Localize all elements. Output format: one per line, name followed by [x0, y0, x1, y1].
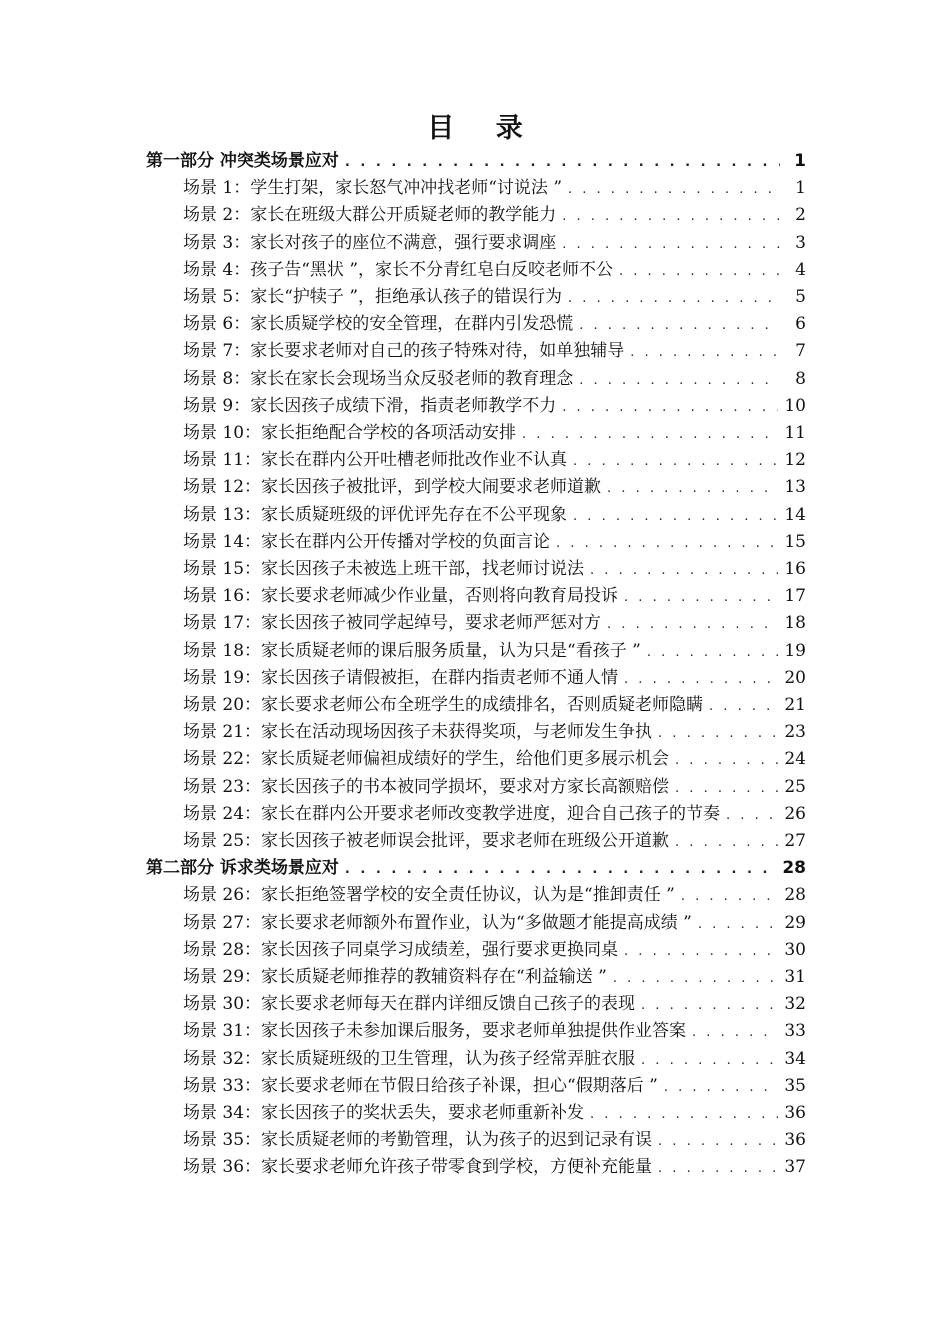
page-number: 10 [784, 395, 806, 416]
page-number: 19 [784, 640, 806, 661]
toc-scene-entry[interactable] [183, 445, 806, 472]
leader-dots [579, 318, 780, 333]
page-number: 30 [784, 939, 806, 960]
scene-title: 场景 21：家长在活动现场因孩子未获得奖项，与老师发生争执 [183, 722, 653, 743]
page-number: 8 [795, 368, 806, 389]
leader-dots [630, 345, 780, 360]
page-number: 27 [784, 831, 806, 851]
page-number: 25 [784, 776, 806, 797]
toc-scene-entry[interactable] [183, 1152, 806, 1179]
toc-scene-entry[interactable] [183, 935, 806, 962]
leader-dots [726, 808, 778, 823]
page-number: 32 [784, 994, 806, 1015]
page-number: 20 [784, 667, 806, 688]
page-number: 28 [784, 885, 806, 906]
toc-scene-entry[interactable] [183, 1016, 806, 1043]
toc-scene-entry[interactable] [183, 880, 806, 907]
page-number: 13 [784, 477, 806, 498]
part-title: 第二部分 诉求类场景应对 [146, 858, 339, 879]
toc-scene-entry[interactable] [183, 200, 806, 227]
leader-dots [556, 536, 778, 551]
toc-scene-entry[interactable] [183, 472, 806, 499]
leader-dots [698, 917, 779, 932]
leader-dots [692, 1025, 778, 1040]
leader-dots [607, 481, 778, 496]
leader-dots [709, 699, 778, 714]
scene-title: 场景 4：孩子告“黑状 ”，家长不分青红皂白反咬老师不公 [183, 259, 614, 280]
toc-scene-entry[interactable] [183, 255, 806, 282]
page-number: 23 [784, 722, 806, 743]
scene-title: 场景 13：家长质疑班级的评优评先存在不公平现象 [183, 504, 568, 525]
toc-scene-entry[interactable] [183, 309, 806, 336]
toc-scene-entry[interactable] [183, 799, 806, 826]
page-number: 36 [784, 1130, 806, 1151]
toc-scene-entry[interactable] [183, 908, 806, 935]
page-number: 11 [784, 423, 806, 443]
scene-title: 场景 12：家长因孩子被批评，到学校大闹要求老师道歉 [183, 477, 602, 498]
toc-part-entry[interactable] [146, 146, 806, 173]
leader-dots [624, 590, 778, 605]
scene-title: 场景 17：家长因孩子被同学起绰号，要求老师严惩对方 [183, 613, 602, 634]
page-number: 16 [784, 559, 806, 579]
page-number: 1 [795, 178, 806, 199]
page-number: 1 [794, 151, 806, 171]
page-number: 31 [784, 967, 806, 987]
scene-title: 场景 10：家长拒绝配合学校的各项活动安排 [183, 423, 517, 443]
leader-dots [647, 645, 779, 660]
toc-scene-entry[interactable] [183, 608, 806, 635]
page-number: 6 [795, 314, 806, 335]
toc-scene-entry[interactable] [183, 690, 806, 717]
toc-scene-entry[interactable] [183, 336, 806, 363]
scene-title: 场景 19：家长因孩子请假被拒，在群内指责老师不通人情 [183, 667, 619, 688]
page-number: 37 [784, 1157, 806, 1178]
toc-scene-entry[interactable] [183, 663, 806, 690]
leader-dots [573, 454, 778, 469]
toc-scene-entry[interactable] [183, 282, 806, 309]
toc-scene-entry[interactable] [183, 173, 806, 200]
toc-part-entry[interactable] [146, 853, 806, 880]
scene-title: 场景 31：家长因孩子未参加课后服务，要求老师单独提供作业答案 [183, 1021, 687, 1042]
toc-scene-entry[interactable] [183, 744, 806, 771]
page-number: 35 [784, 1075, 806, 1096]
page-number: 4 [795, 259, 806, 280]
page-number: 14 [784, 504, 806, 525]
scene-title: 场景 1：学生打架，家长怒气冲冲找老师“讨说法 ” [183, 178, 563, 199]
toc-scene-entry[interactable] [183, 1071, 806, 1098]
page-number: 3 [795, 232, 806, 253]
toc-scene-entry[interactable] [183, 1044, 806, 1071]
leader-dots [562, 237, 780, 252]
toc-scene-entry[interactable] [183, 1125, 806, 1152]
leader-dots [562, 209, 780, 224]
scene-title: 场景 18：家长质疑老师的课后服务质量，认为只是“看孩子 ” [183, 640, 641, 661]
scene-title: 场景 34：家长因孩子的奖状丢失，要求老师重新补发 [183, 1103, 585, 1123]
scene-title: 场景 25：家长因孩子被老师误会批评，要求老师在班级公开道歉 [183, 831, 670, 851]
leader-dots [675, 835, 778, 850]
toc-scene-entry[interactable] [183, 527, 806, 554]
leader-dots [619, 264, 780, 279]
leader-dots [522, 427, 778, 442]
leader-dots [675, 753, 778, 768]
scene-title: 场景 7：家长要求老师对自己的孩子特殊对待，如单独辅导 [183, 341, 625, 362]
leader-dots [573, 509, 778, 524]
scene-title: 场景 2：家长在班级大群公开质疑老师的教学能力 [183, 205, 557, 226]
page-number: 33 [784, 1021, 806, 1042]
scene-title: 场景 20：家长要求老师公布全班学生的成绩排名，否则质疑老师隐瞒 [183, 695, 704, 715]
leader-dots [590, 1107, 778, 1122]
leader-dots [641, 1053, 778, 1068]
toc-scene-entry[interactable] [183, 1098, 806, 1125]
toc-scene-entry[interactable] [183, 636, 806, 663]
leader-dots [345, 155, 780, 170]
leader-dots [624, 944, 778, 959]
leader-dots [658, 1134, 778, 1149]
scene-title: 场景 8：家长在家长会现场当众反驳老师的教育理念 [183, 368, 574, 389]
toc-scene-entry[interactable] [183, 391, 806, 418]
toc-scene-entry[interactable] [183, 989, 806, 1016]
toc-scene-entry[interactable] [183, 500, 806, 527]
leader-dots [562, 400, 778, 415]
scene-title: 场景 11：家长在群内公开吐槽老师批改作业不认真 [183, 450, 568, 471]
page-number: 18 [784, 613, 806, 634]
leader-dots [590, 563, 778, 578]
scene-title: 场景 36：家长要求老师允许孩子带零食到学校，方便补充能量 [183, 1157, 653, 1178]
leader-dots [613, 971, 779, 986]
scene-title: 场景 24：家长在群内公开要求老师改变教学进度，迎合自己孩子的节奏 [183, 803, 721, 824]
toc-title: 目 录 [427, 113, 539, 144]
scene-title: 场景 28：家长因孩子同桌学习成绩差，强行要求更换同桌 [183, 939, 619, 960]
leader-dots [607, 617, 778, 632]
toc-scene-entry[interactable] [183, 581, 806, 608]
toc-scene-entry[interactable] [183, 826, 806, 853]
page-number: 24 [784, 749, 806, 770]
scene-title: 场景 29：家长质疑老师推荐的教辅资料存在“利益输送 ” [183, 967, 607, 987]
page-number: 36 [784, 1103, 806, 1123]
toc-scene-entry[interactable] [183, 364, 806, 391]
page-number: 2 [795, 205, 806, 226]
part-title: 第一部分 冲突类场景应对 [146, 151, 339, 171]
leader-dots [345, 862, 776, 877]
scene-title: 场景 16：家长要求老师减少作业量，否则将向教育局投诉 [183, 586, 619, 607]
toc-scene-entry[interactable] [183, 418, 806, 445]
leader-dots [579, 373, 780, 388]
leader-dots [658, 726, 778, 741]
page-number: 7 [795, 341, 806, 362]
leader-dots [658, 1161, 778, 1176]
page-number: 15 [784, 531, 806, 552]
scene-title: 场景 26：家长拒绝签署学校的安全责任协议，认为是“推卸责任 ” [183, 885, 675, 906]
page-number: 26 [784, 803, 806, 824]
scene-title: 场景 35：家长质疑老师的考勤管理，认为孩子的迟到记录有误 [183, 1130, 653, 1151]
toc-scene-entry[interactable] [183, 962, 806, 989]
scene-title: 场景 9：家长因孩子成绩下滑，指责老师教学不力 [183, 395, 557, 416]
page-number: 5 [795, 287, 806, 307]
scene-title: 场景 33：家长要求老师在节假日给孩子补课，担心“假期落后 ” [183, 1075, 658, 1096]
toc-scene-entry[interactable] [183, 717, 806, 744]
toc-scene-entry[interactable] [183, 228, 806, 255]
page-number: 12 [784, 450, 806, 471]
page-number: 17 [784, 586, 806, 607]
leader-dots [641, 998, 778, 1013]
page-number: 34 [784, 1048, 806, 1069]
leader-dots [664, 1080, 779, 1095]
scene-title: 场景 23：家长因孩子的书本被同学损坏，要求对方家长高额赔偿 [183, 776, 670, 797]
page-number: 29 [784, 912, 806, 933]
page-number: 21 [784, 695, 806, 715]
leader-dots [675, 781, 778, 796]
scene-title: 场景 32：家长质疑班级的卫生管理，认为孩子经常弄脏衣服 [183, 1048, 636, 1069]
scene-title: 场景 6：家长质疑学校的安全管理，在群内引发恐慌 [183, 314, 574, 335]
scene-title: 场景 30：家长要求老师每天在群内详细反馈自己孩子的表现 [183, 994, 636, 1015]
scene-title: 场景 27：家长要求老师额外布置作业，认为“多做题才能提高成绩 ” [183, 912, 692, 933]
page-number: 28 [782, 858, 806, 879]
scene-title: 场景 3：家长对孩子的座位不满意，强行要求调座 [183, 232, 557, 253]
leader-dots [568, 182, 780, 197]
leader-dots [681, 889, 779, 904]
leader-dots [624, 672, 778, 687]
scene-title: 场景 14：家长在群内公开传播对学校的负面言论 [183, 531, 551, 552]
scene-title: 场景 22：家长质疑老师偏袒成绩好的学生，给他们更多展示机会 [183, 749, 670, 770]
toc-scene-entry[interactable] [183, 554, 806, 581]
scene-title: 场景 5：家长“护犊子 ”，拒绝承认孩子的错误行为 [183, 287, 563, 307]
toc-scene-entry[interactable] [183, 772, 806, 799]
scene-title: 场景 15：家长因孩子未被选上班干部，找老师讨说法 [183, 559, 585, 579]
leader-dots [568, 291, 780, 306]
